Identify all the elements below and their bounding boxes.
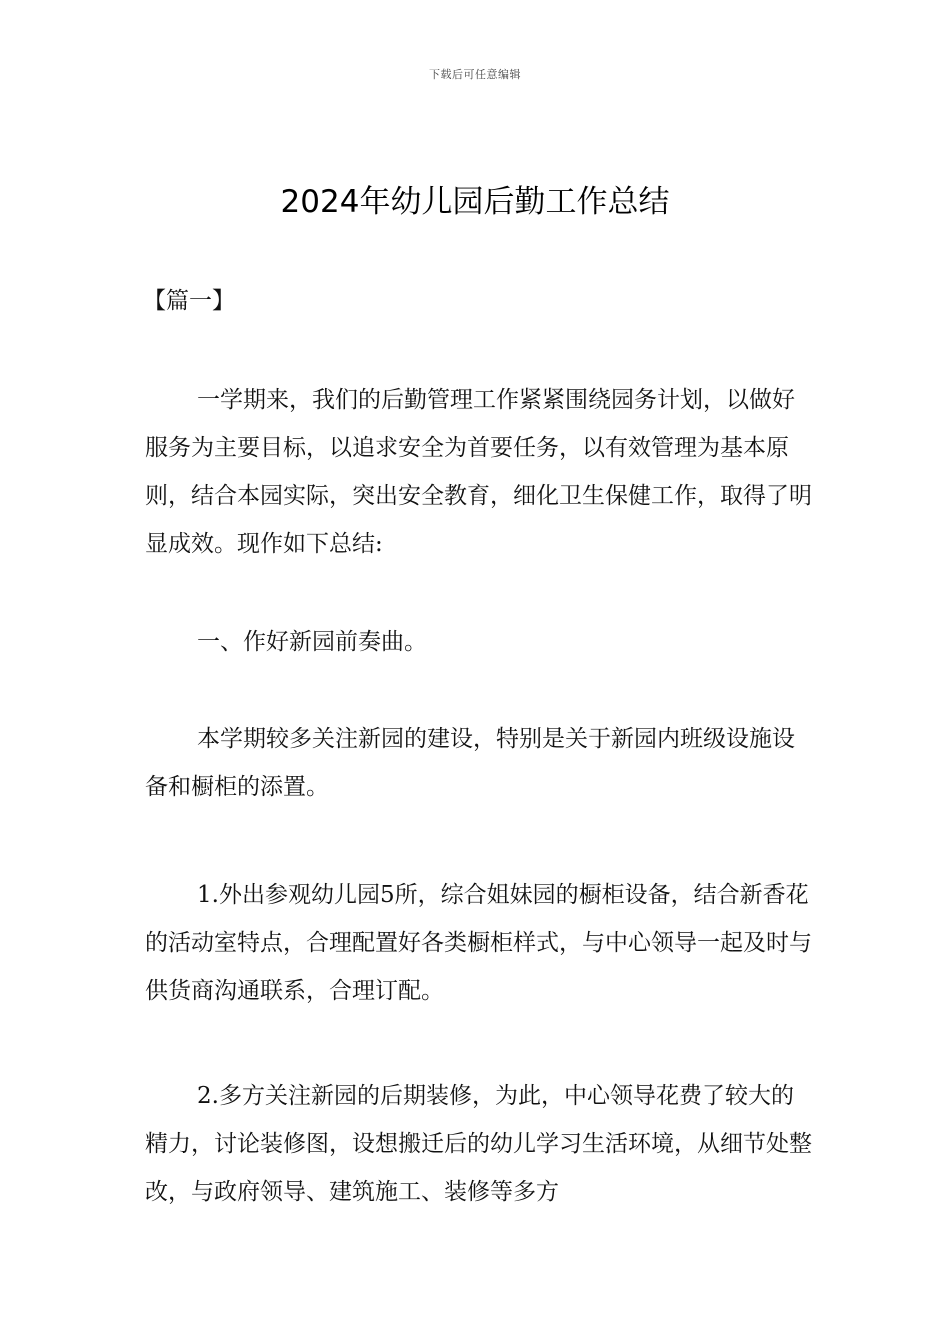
paragraph-new-campus: 本学期较多关注新园的建设，特别是关于新园内班级设施设备和橱柜的添置。 <box>145 726 795 800</box>
paragraph-item-2: 2.多方关注新园的后期装修，为此，中心领导花费了较大的精力，讨论装修图，设想搬迁后的幼儿学习生活环境，从细节处整改，与政府领导、建筑施工、装修等多方 <box>145 1083 812 1205</box>
section-label: 【篇一】 <box>143 288 235 314</box>
paragraph-intro: 一学期来，我们的后勤管理工作紧紧围绕园务计划，以做好服务为主要目标，以追求安全为首要任务，以有效管理为基本原则，结合本园实际，突出安全教育，细化卫生保健工作，取得了明显成效。现作如下总结: <box>145 387 812 557</box>
header-note: 下载后可任意编辑 <box>429 68 521 81</box>
document-title: 2024年幼儿园后勤工作总结 <box>280 184 670 220</box>
paragraph-heading-one: 一、作好新园前奏曲。 <box>197 629 427 655</box>
paragraph-item-1: 1.外出参观幼儿园5所，综合姐妹园的橱柜设备，结合新香花的活动室特点，合理配置好各类橱柜样式，与中心领导一起及时与供货商沟通联系，合理订配。 <box>145 882 812 1004</box>
